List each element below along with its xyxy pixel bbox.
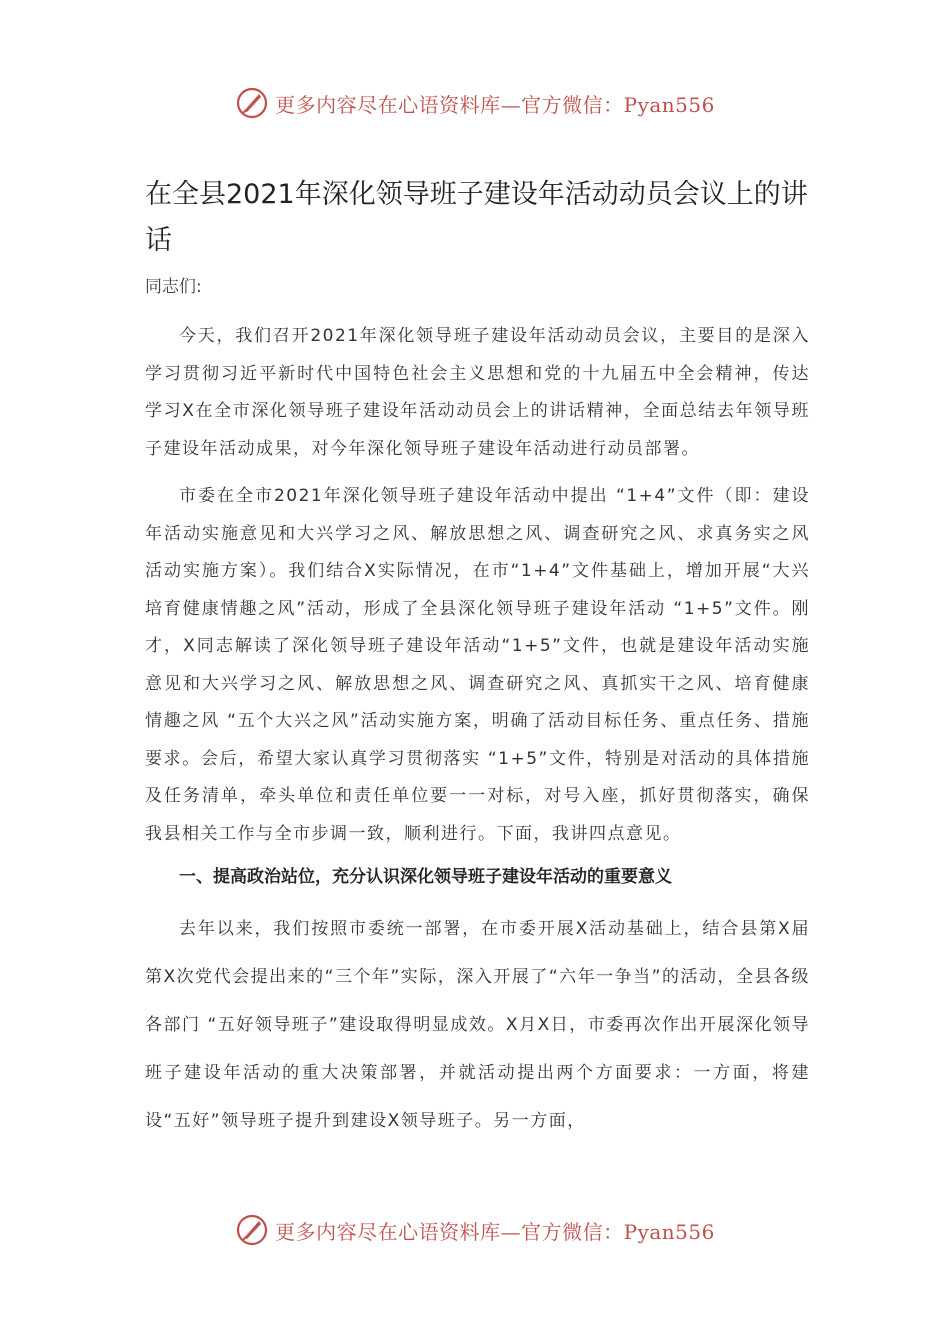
quill-logo-icon [235, 1213, 269, 1247]
paragraph-3: 去年以来，我们按照市委统一部署，在市委开展X活动基础上，结合县第X届第X次党代会提出来的“三个年”实际，深入开展了“六年一争当”的活动，全县各级各部门 “五好领导班子”建设取得明显成效。X月X日，市委再次作出开展深化领导班子建设年活动的重大决策部署，并就活动提出两个方面要求：一方面，将建设“五好”领导班子提升到建设X领导班子。另一方面， [145, 919, 810, 1131]
banner-text: 更多内容尽在心语资料库—官方微信：Pyan556 [275, 92, 715, 117]
paragraph-2: 市委在全市2021年深化领导班子建设年活动中提出 “1+4”文件（即：建设年活动实施意见和大兴学习之风、解放思想之风、调查研究之风、求真务实之风活动实施方案）。我们结合X实际情况，在市“1+4”文件基础上，增加开展“大兴培育健康情趣之风”活动，形成了全县深化领导班子建设年活动 “1+5”文件。刚才，X同志解读了深化领导班子建设年活动“1+5”文件，也就是建设年活动实施意见和大兴学习之风、解放思想之风、调查研究之风、真抓实干之风、培育健康情趣之风 “五个大兴之风”活动实施方案，明确了活动目标任务、重点任务、措施要求。会后，希望大家认真学习贯彻落实 “1+5”文件，特别是对活动的具体措施及任务清单，牵头单位和责任单位要一一对标，对号入座，抓好贯彻落实，确保我县相关工作与全市步调一致，顺利进行。下面，我讲四点意见。 [145, 486, 810, 844]
footer-banner [0, 1210, 950, 1250]
paragraph-1: 今天，我们召开2021年深化领导班子建设年活动动员会议，主要目的是深入学习贯彻习近平新时代中国特色社会主义思想和党的十九届五中全会精神，传达学习X在全市深化领导班子建设年活动动员会上的讲话精神，全面总结去年领导班子建设年活动成果，对今年深化领导班子建设年活动进行动员部署。 [145, 326, 810, 459]
banner-text: 更多内容尽在心语资料库—官方微信：Pyan556 [275, 1219, 715, 1244]
header-banner [0, 83, 950, 123]
section-heading-1: 一、提高政治站位，充分认识深化领导班子建设年活动的重要意义 [179, 867, 672, 887]
salutation: 同志们: [145, 277, 202, 297]
document-body [145, 172, 810, 1155]
document-title: 在全县2021年深化领导班子建设年活动动员会议上的讲话 [145, 179, 808, 256]
quill-logo-icon [235, 86, 269, 120]
